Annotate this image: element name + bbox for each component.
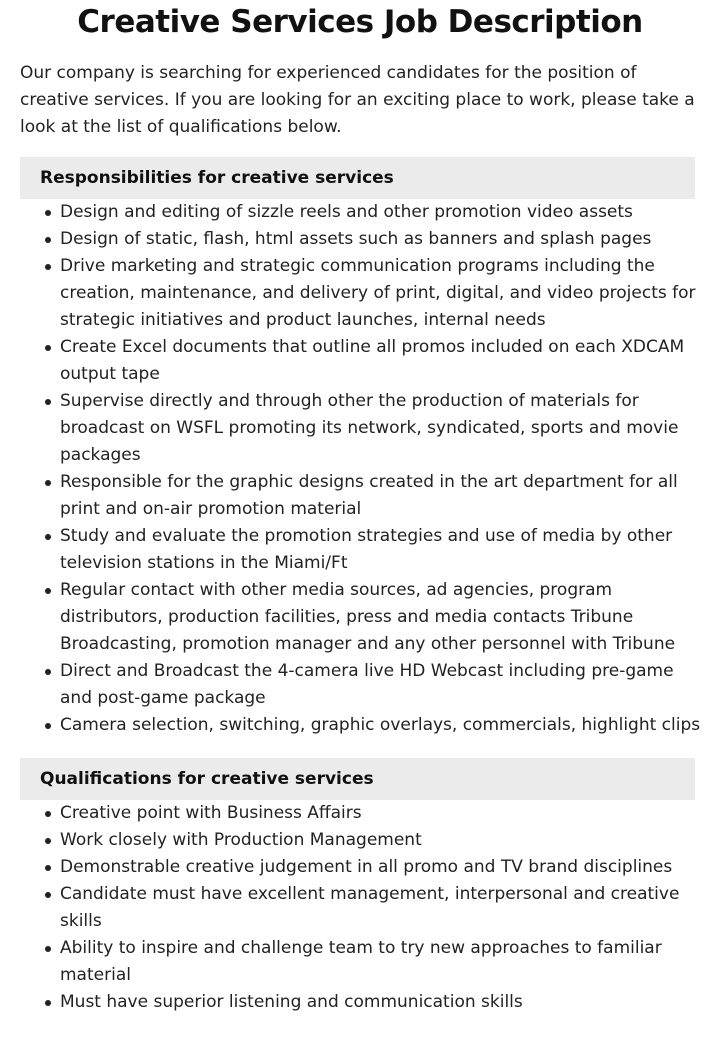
bullet-icon — [45, 264, 51, 270]
list-item-text: Regular contact with other media sources, ad agencies, program distributors, production facilities, press and media contacts Tribune Broadcasting, promotion manager and any other personnel with Tribune — [60, 580, 676, 654]
list-item-text: Creative point with Business Affairs — [60, 803, 362, 823]
bullet-icon — [45, 811, 51, 817]
bullet-icon — [45, 723, 51, 729]
intro-paragraph: Our company is searching for experienced candidates for the position of creative services. If you are looking for an exciting place to work, please take a look at the list of qualifications below. — [20, 63, 695, 137]
list-item-text: Must have superior listening and communication skills — [60, 992, 523, 1012]
bullet-icon — [45, 865, 51, 871]
list-item — [60, 658, 704, 712]
bullet-icon — [45, 534, 51, 540]
list-item — [60, 935, 704, 989]
page-title: Creative Services Job Description — [77, 4, 643, 40]
bullet-icon — [45, 1000, 51, 1006]
list-item-text: Responsible for the graphic designs created in the art department for all print and on-air promotion material — [60, 472, 678, 519]
bullet-icon — [45, 892, 51, 898]
list-item-text: Study and evaluate the promotion strategies and use of media by other television stations in the Miami/Ft — [60, 526, 673, 573]
qualifications-heading: Qualifications for creative services — [20, 758, 695, 800]
list-item — [60, 226, 704, 253]
list-item — [60, 881, 704, 935]
list-item — [60, 253, 704, 334]
list-item-text: Demonstrable creative judgement in all promo and TV brand disciplines — [60, 857, 673, 877]
bullet-icon — [45, 946, 51, 952]
list-item — [60, 712, 704, 739]
list-item — [60, 800, 704, 827]
bullet-icon — [45, 838, 51, 844]
bullet-icon — [45, 345, 51, 351]
list-item-text: Supervise directly and through other the production of materials for broadcast on WSFL promoting its network, syndicated, sports and movie packages — [60, 391, 679, 465]
bullet-icon — [45, 588, 51, 594]
list-item — [60, 469, 704, 523]
bullet-icon — [45, 399, 51, 405]
bullet-icon — [45, 237, 51, 243]
list-item — [60, 388, 704, 469]
qualifications-list — [0, 800, 720, 1016]
list-item-text: Design of static, flash, html assets such as banners and splash pages — [60, 229, 652, 249]
list-item-text: Camera selection, switching, graphic overlays, commercials, highlight clips — [60, 715, 701, 735]
list-item-text: Create Excel documents that outline all promos included on each XDCAM output tape — [60, 337, 685, 384]
list-item — [60, 334, 704, 388]
list-item-text: Work closely with Production Management — [60, 830, 422, 850]
bullet-icon — [45, 480, 51, 486]
list-item — [60, 199, 704, 226]
responsibilities-heading: Responsibilities for creative services — [20, 157, 695, 199]
list-item-text: Candidate must have excellent management, interpersonal and creative skills — [60, 884, 680, 931]
list-item — [60, 523, 704, 577]
list-item — [60, 577, 704, 658]
responsibilities-list — [0, 199, 720, 739]
list-item-text: Ability to inspire and challenge team to try new approaches to familiar material — [60, 938, 662, 985]
bullet-icon — [45, 669, 51, 675]
list-item — [60, 989, 704, 1016]
list-item — [60, 827, 704, 854]
list-item-text: Direct and Broadcast the 4-camera live HD Webcast including pre-game and post-game package — [60, 661, 674, 708]
list-item — [60, 854, 704, 881]
bullet-icon — [45, 210, 51, 216]
list-item-text: Drive marketing and strategic communication programs including the creation, maintenance, and delivery of print, digital, and video projects for strategic initiatives and product launches, internal needs — [60, 256, 696, 330]
list-item-text: Design and editing of sizzle reels and other promotion video assets — [60, 202, 633, 222]
